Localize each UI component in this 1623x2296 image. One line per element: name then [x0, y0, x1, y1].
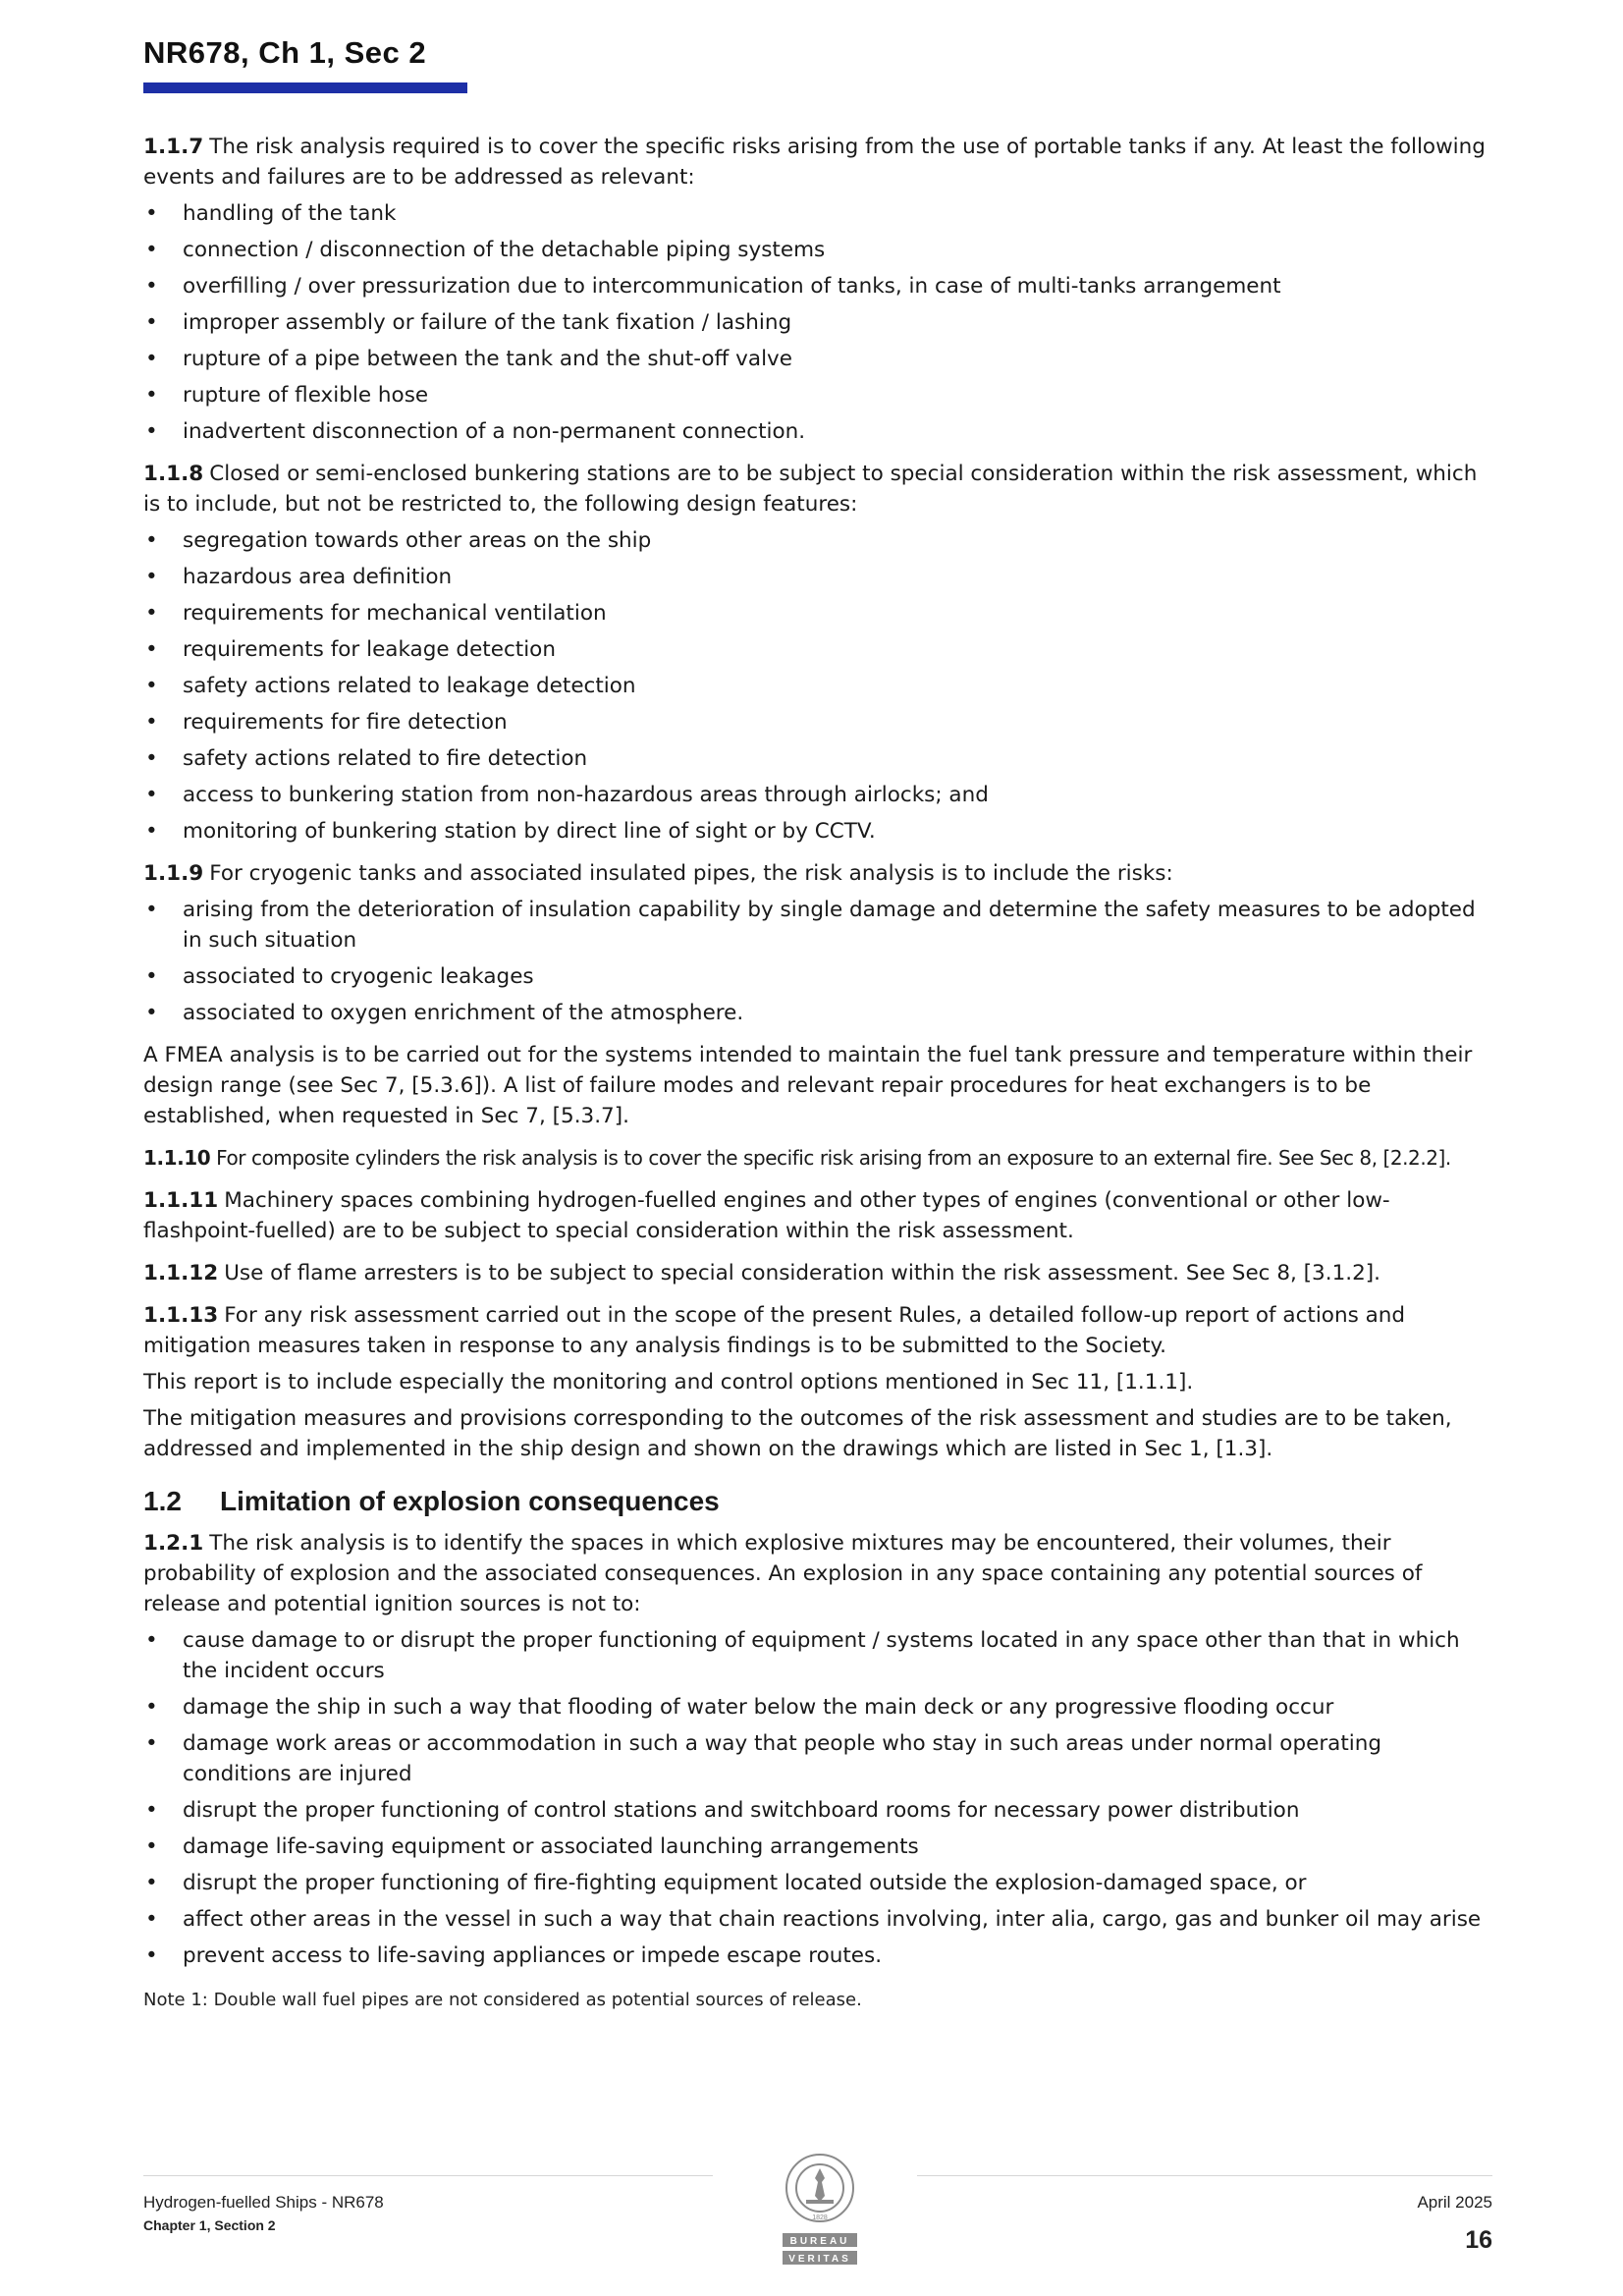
paragraph-text: The risk analysis required is to cover the specific risks arising from the use of portable tanks if any. At least the following events and failures are to be addressed as relevant: [143, 135, 1486, 190]
paragraph-number: 1.1.8 [143, 462, 204, 486]
paragraph-text: For any risk assessment carried out in the scope of the present Rules, a detailed follow-up report of actions and mitigation measures taken in response to any analysis findings is to be submitted to the Society. [143, 1303, 1406, 1358]
footer-divider-right [917, 2175, 1492, 2176]
list-item: • rupture of flexible hose [143, 380, 1492, 410]
bullet-list-1-1-8 [143, 525, 1492, 847]
list-item: • disrupt the proper functioning of fire-fighting equipment located outside the explosion-damaged space, or [143, 1868, 1492, 1898]
section-title: Limitation of explosion consequences [220, 1486, 720, 1516]
paragraph-1-1-13 [143, 1300, 1492, 1361]
paragraph-text: Machinery spaces combining hydrogen-fuelled engines and other types of engines (conventional or other low-flashpoint-fuelled) are to be subject to special consideration within the risk assessment. [143, 1188, 1390, 1243]
fmea-paragraph: A FMEA analysis is to be carried out for the systems intended to maintain the fuel tank pressure and temperature within their design range (see Sec 7, [5.3.6]). A list of failure modes and relevant repair procedures for heat exchangers is to be established, when requested in Sec 7, [5.3.7]. [143, 1043, 1473, 1128]
list-item: • monitoring of bunkering station by direct line of sight or by CCTV. [143, 816, 1492, 847]
paragraph-number: 1.1.10 [143, 1146, 211, 1170]
list-item: • segregation towards other areas on the ship [143, 525, 1492, 556]
svg-text:BUREAU: BUREAU [789, 2236, 850, 2247]
svg-text:1828: 1828 [812, 2214, 828, 2221]
list-item: • associated to oxygen enrichment of the atmosphere. [143, 998, 1492, 1028]
paragraph-text: For cryogenic tanks and associated insulated pipes, the risk analysis is to include the risks: [209, 861, 1173, 886]
paragraph-number: 1.1.13 [143, 1303, 219, 1328]
paragraph-1-1-10 [143, 1143, 1492, 1174]
paragraph-1-1-9 [143, 858, 1492, 889]
paragraph-text: For composite cylinders the risk analysis is to cover the specific risk arising from an exposure to an external fire. See Sec 8, [2.2.2]. [216, 1146, 1451, 1170]
bullet-list-1-1-9 [143, 895, 1492, 1028]
list-item: • requirements for leakage detection [143, 634, 1492, 665]
paragraph-number: 1.2.1 [143, 1531, 204, 1556]
paragraph-1-1-11 [143, 1185, 1492, 1246]
list-item: • safety actions related to leakage detection [143, 671, 1492, 701]
paragraph-number: 1.1.9 [143, 861, 204, 886]
footer-chapter: Chapter 1, Section 2 [143, 2217, 276, 2233]
bullet-list-1-2-1 [143, 1625, 1492, 1971]
list-item: • damage the ship in such a way that flooding of water below the main deck or any progressive flooding occur [143, 1692, 1492, 1722]
list-item: • cause damage to or disrupt the proper functioning of equipment / systems located in any space other than that in which the incident occurs [143, 1625, 1492, 1686]
paragraph-1-1-13-report: This report is to include especially the monitoring and control options mentioned in Sec 11, [1.1.1]. [143, 1370, 1194, 1394]
list-item: • requirements for mechanical ventilation [143, 598, 1492, 629]
paragraph-text: Use of flame arresters is to be subject to special consideration within the risk assessment. See Sec 8, [3.1.2]. [224, 1261, 1380, 1285]
section-heading-1-2 [143, 1486, 1492, 1516]
bureau-veritas-logo [771, 2149, 869, 2286]
list-item: • hazardous area definition [143, 562, 1492, 592]
page-header [143, 35, 467, 93]
paragraph-number: 1.1.12 [143, 1261, 219, 1285]
paragraph-1-1-8 [143, 459, 1492, 519]
note: Note 1: Double wall fuel pipes are not considered as potential sources of release. [143, 1990, 862, 2010]
list-item: • damage life-saving equipment or associated launching arrangements [143, 1831, 1492, 1862]
list-item: • requirements for fire detection [143, 707, 1492, 738]
bullet-list-1-1-7 [143, 198, 1492, 447]
paragraph-number: 1.1.11 [143, 1188, 219, 1213]
svg-text:VERITAS: VERITAS [788, 2254, 851, 2265]
footer-divider-left [143, 2175, 713, 2176]
paragraph-text: The risk analysis is to identify the spaces in which explosive mixtures may be encountered, their volumes, their probability of explosion and the associated consequences. An explosion in any space containing any potential sources of release and potential ignition sources is not to: [143, 1531, 1423, 1616]
header-rule [143, 82, 467, 93]
paragraph-1-1-13-mitigation: The mitigation measures and provisions corresponding to the outcomes of the risk assessment and studies are to be taken, addressed and implemented in the ship design and shown on the drawings which are listed in Sec 1, [1.3]. [143, 1406, 1452, 1461]
list-item: • damage work areas or accommodation in such a way that people who stay in such areas under normal operating conditions are injured [143, 1728, 1492, 1789]
list-item: • overfilling / over pressurization due to intercommunication of tanks, in case of multi-tanks arrangement [143, 271, 1492, 301]
list-item: • improper assembly or failure of the tank fixation / lashing [143, 307, 1492, 338]
paragraph-1-1-12 [143, 1258, 1492, 1288]
footer-date: April 2025 [1417, 2193, 1492, 2212]
list-item: • arising from the deterioration of insulation capability by single damage and determine the safety measures to be adopted in such situation [143, 895, 1492, 956]
list-item: • disrupt the proper functioning of control stations and switchboard rooms for necessary power distribution [143, 1795, 1492, 1826]
page-title: NR678, Ch 1, Sec 2 [143, 35, 427, 70]
footer-date-page [1417, 2193, 1492, 2255]
list-item: • affect other areas in the vessel in such a way that chain reactions involving, inter alia, cargo, gas and bunker oil may arise [143, 1904, 1492, 1935]
document-body [143, 132, 1492, 2015]
paragraph-1-2-1 [143, 1528, 1492, 1619]
section-number: 1.2 [143, 1486, 182, 1516]
footer-document-title: Hydrogen-fuelled Ships - NR678 [143, 2193, 384, 2212]
list-item: • prevent access to life-saving appliances or impede escape routes. [143, 1941, 1492, 1971]
list-item: • safety actions related to fire detection [143, 743, 1492, 774]
list-item: • rupture of a pipe between the tank and the shut-off valve [143, 344, 1492, 374]
list-item: • access to bunkering station from non-hazardous areas through airlocks; and [143, 780, 1492, 810]
paragraph-number: 1.1.7 [143, 135, 204, 159]
paragraph-text: Closed or semi-enclosed bunkering stations are to be subject to special consideration within the risk assessment, which is to include, but not be restricted to, the following design features: [143, 462, 1478, 517]
list-item: • associated to cryogenic leakages [143, 961, 1492, 992]
paragraph-1-1-7 [143, 132, 1492, 192]
list-item: • connection / disconnection of the detachable piping systems [143, 235, 1492, 265]
list-item: • handling of the tank [143, 198, 1492, 229]
footer-document-info [143, 2193, 384, 2233]
page-number: 16 [1465, 2226, 1492, 2254]
list-item: • inadvertent disconnection of a non-permanent connection. [143, 416, 1492, 447]
